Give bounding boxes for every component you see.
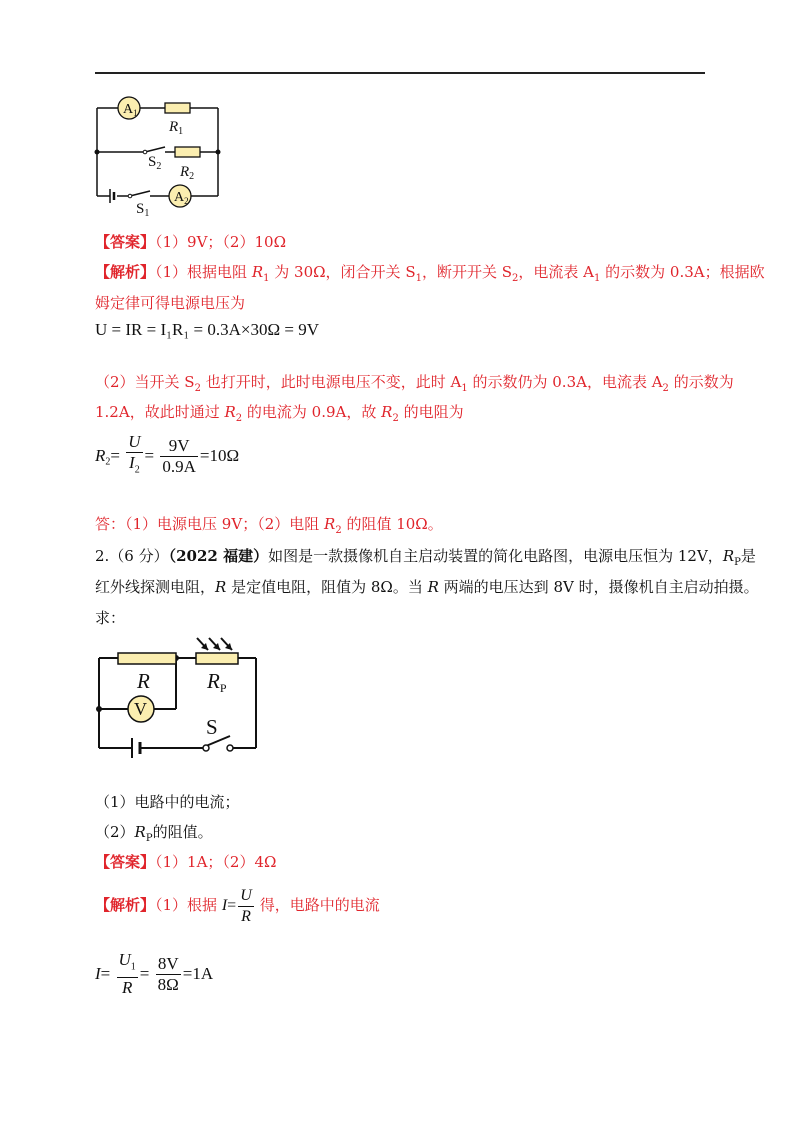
q1-analysis-line2: 姆定律可得电源电压为 bbox=[95, 294, 246, 312]
resistor-r2-icon bbox=[175, 147, 200, 157]
q1-analysis-line3: （2）当开关 $S_2$ 也打开时，此时电源电压不变，此时 $A_1$ 的示数仍为 0.3A，电流表 $A_2$ 的示数为 bbox=[95, 373, 734, 394]
q1-equation-2: $R_2=$ $\frac{U}{I_2}$ = $\frac{9V}{0.9A}$ =10Ω bbox=[95, 432, 240, 476]
circuit-diagram-2 bbox=[90, 630, 265, 760]
q2-stem-line2: 红外线探测电阻，R 是定值电阻，阻值为 8Ω。当 R 两端的电压达到 8V 时，摄像机自主启动拍摄。 bbox=[95, 578, 759, 596]
label-r2: $R_2$ bbox=[180, 164, 195, 182]
circuit-diagram-1 bbox=[90, 92, 230, 217]
q2-stem-line3: 求： bbox=[95, 609, 126, 627]
label-r: R bbox=[137, 669, 150, 693]
photoresistor-rp-icon bbox=[196, 653, 238, 664]
junction-dot bbox=[95, 150, 100, 155]
q2-stem-line1: 2.（6 分）（2022 福建）如图是一款摄像机自主启动装置的简化电路图，电源电压恒为 12V，$R_P$是 bbox=[95, 547, 756, 568]
label-s2: $S_2$ bbox=[148, 154, 162, 172]
resistor-r1-icon bbox=[165, 103, 190, 113]
q1-analysis-line1: 【解析】（1）根据电阻 $R_1$ 为 30Ω，闭合开关 $S_1$，断开开关 $S_2$，电流表 $A_1$ 的示数为 0.3A；根据欧 bbox=[95, 263, 765, 284]
label-v: V bbox=[134, 699, 147, 719]
junction-dot bbox=[216, 150, 221, 155]
label-s1: $S_1$ bbox=[136, 201, 150, 217]
label-r1: $R_1$ bbox=[169, 119, 184, 137]
resistor-r-icon bbox=[118, 653, 176, 664]
q1-final-answer: 答：（1）电源电压 9V；（2）电阻 $R_2$ 的阻值 10Ω。 bbox=[95, 515, 443, 536]
q2-answer: 【答案】（1）1A；（2）4Ω bbox=[95, 853, 277, 871]
label-a1: $A_1$ bbox=[123, 102, 138, 118]
header-rule bbox=[95, 72, 705, 74]
q2-analysis: 【解析】（1）根据 I= $\frac{U}{R}$ 得，电路中的电流 bbox=[95, 886, 380, 925]
label-s: S bbox=[206, 715, 218, 739]
q1-analysis-line4: 1.2A，故此时通过 $R_2$ 的电流为 0.9A，故 $R_2$ 的电阻为 bbox=[95, 403, 464, 424]
q2-sub1: （1）电路中的电流； bbox=[95, 793, 240, 811]
q2-sub2: $(2)R_P$的阻值。 bbox=[95, 823, 213, 844]
label-a2: $A_2$ bbox=[174, 190, 189, 206]
q1-equation-1: U = IR = I₁R₁ = 0.3A×30Ω = 9V bbox=[95, 320, 320, 339]
q2-equation-1: I= $\frac{U_1}{R}$ = $\frac{8V}{8\Omega}$ =1A bbox=[95, 950, 214, 998]
junction-dot bbox=[96, 706, 102, 712]
q1-answer: 【答案】（1）9V；（2）10Ω bbox=[95, 233, 287, 251]
label-rp: RP bbox=[207, 669, 227, 695]
